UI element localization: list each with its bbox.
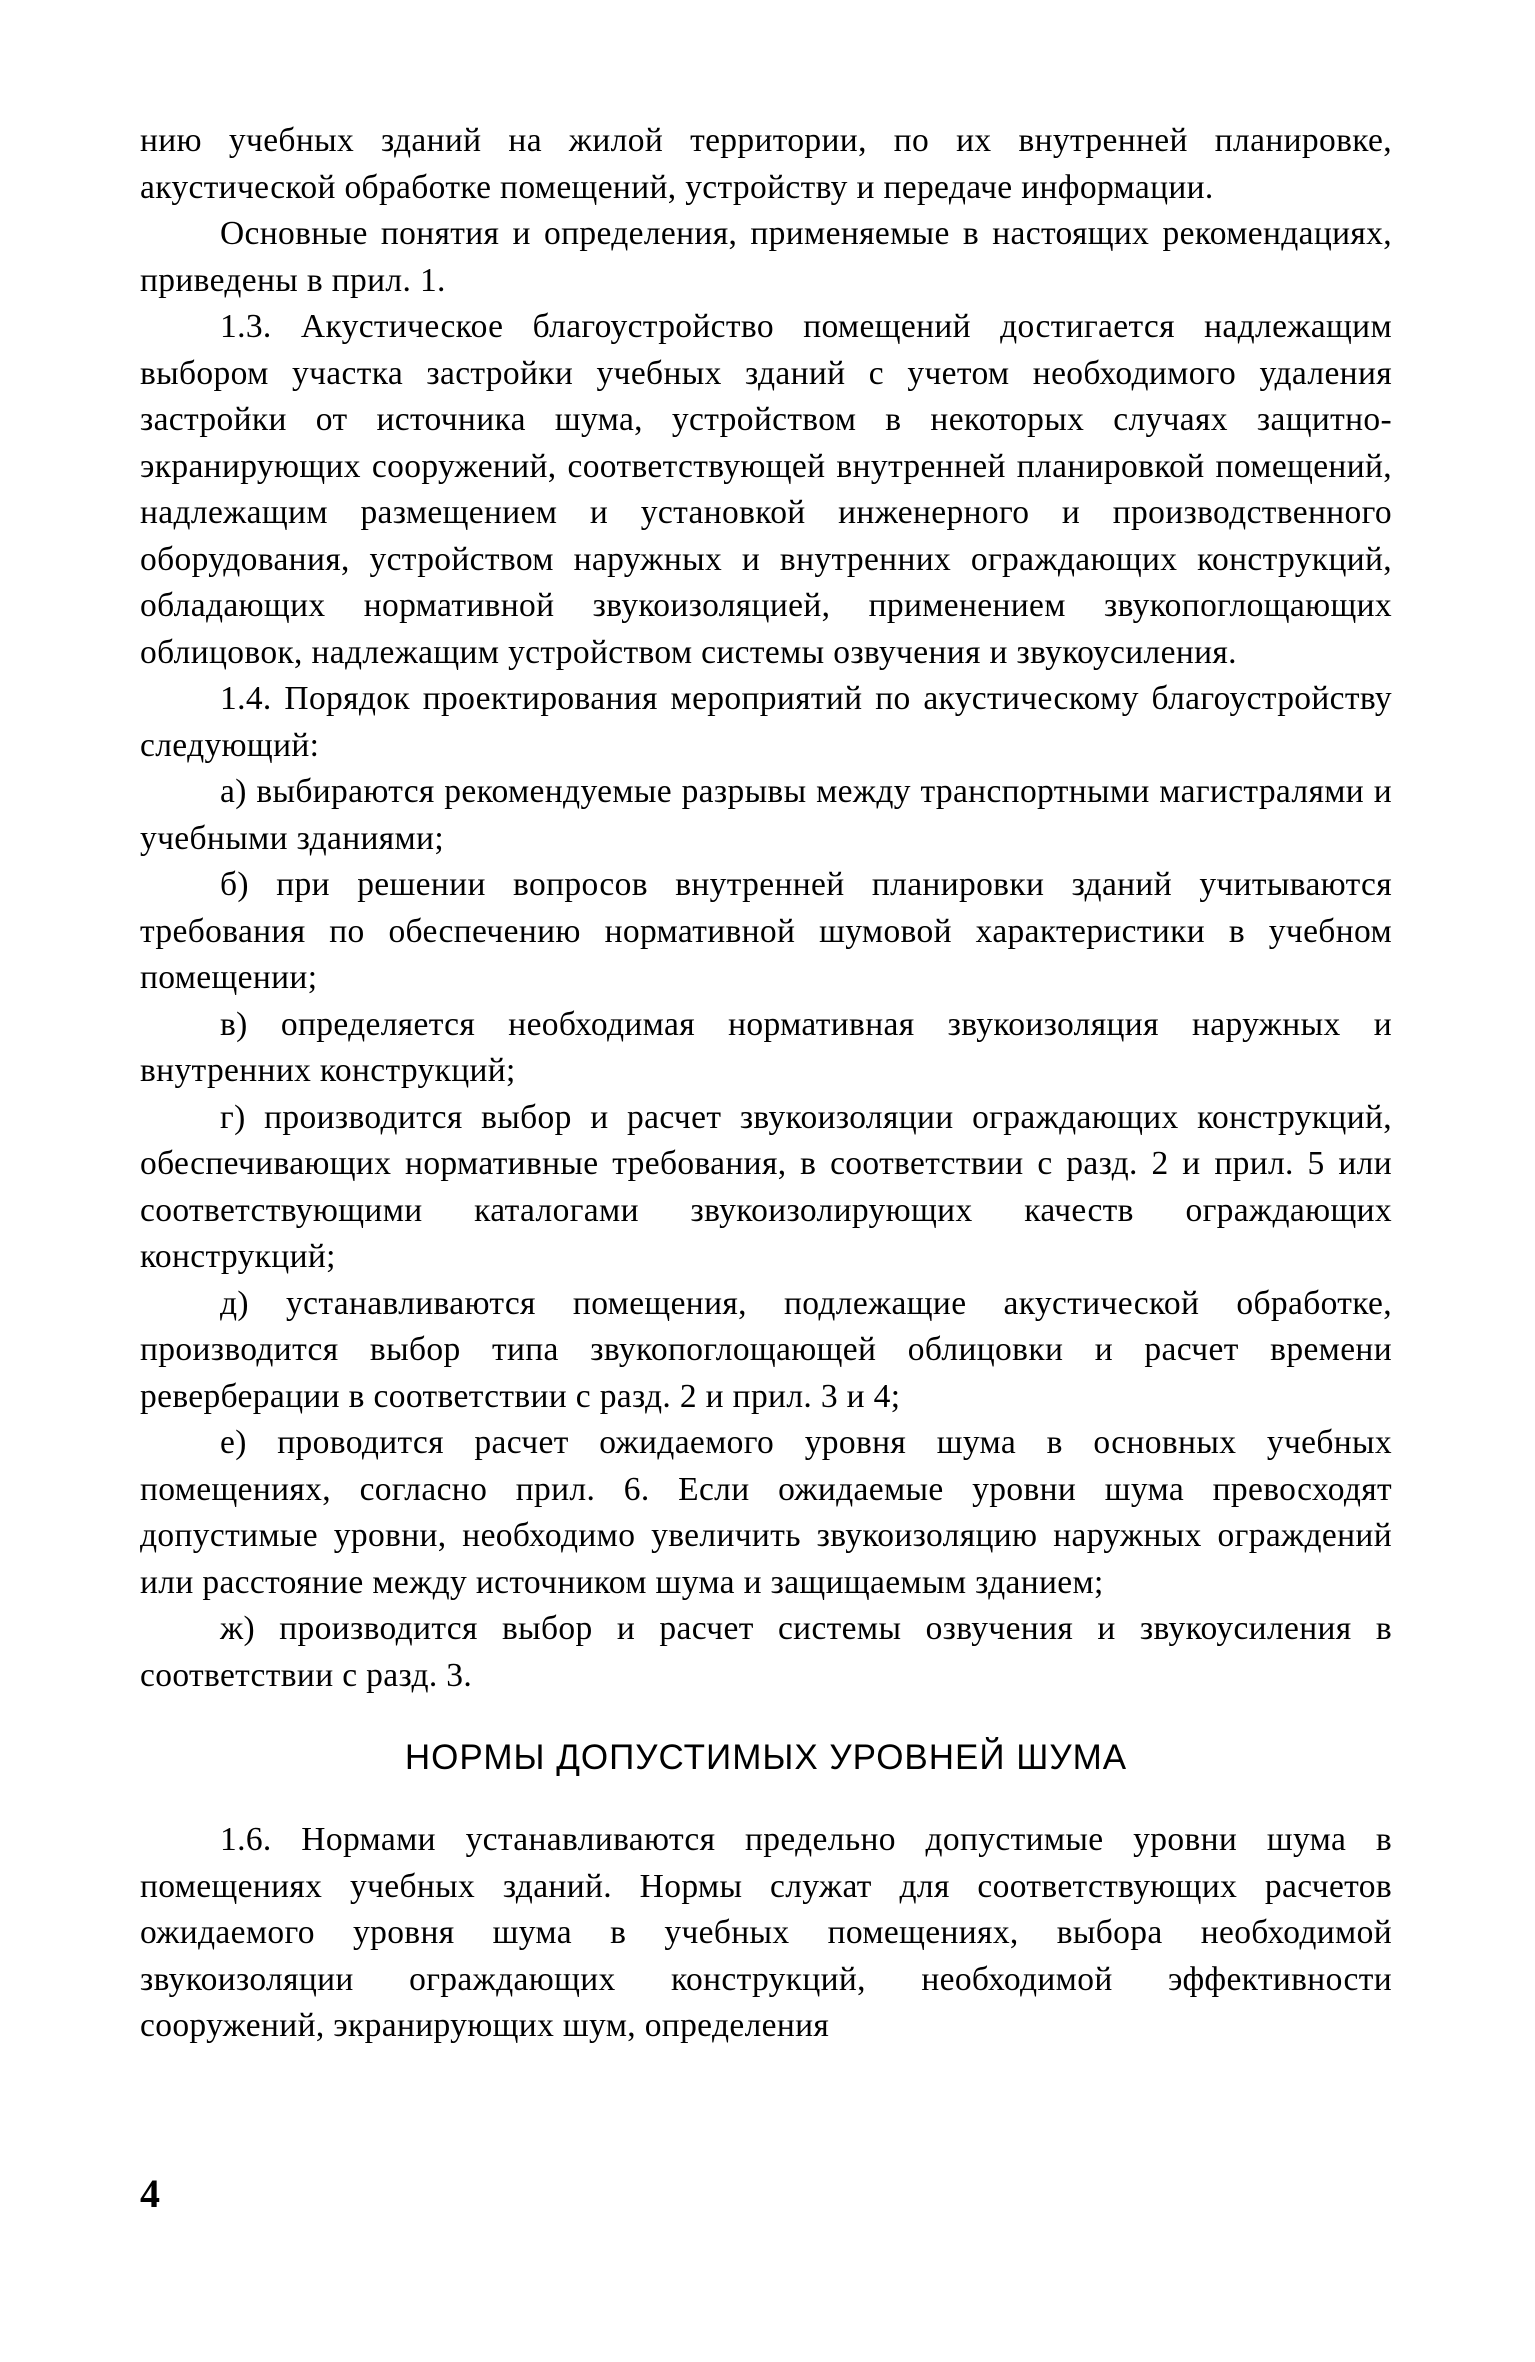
page-number: 4 xyxy=(140,2171,160,2216)
paragraph-1-3: 1.3. Акустическое благоустройство помещений достигается надлежащим выбором участка застройки учебных зданий с учетом необходимого удаления застройки от источника шума, устройством в некоторых случаях защитно-экранирующих сооружений, соответствующей внутренней планировкой помещений, надлежащим размещением и установкой инженерного и производственного оборудования, устройством наружных и внутренних ограждающих конструкций, обладающих нормативной звукоизоляцией, применением звукопоглощающих облицовок, надлежащим устройством системы озвучения и звукоусиления. xyxy=(140,308,1392,671)
list-item-d: д) устанавливаются помещения, подлежащие акустической обработке, производится выбор типа звукопоглощающей облицовки и расчет времени реверберации в соответствии с разд. 2 и прил. 3 и 4; xyxy=(140,1284,1392,1415)
list-item-v: в) определяется необходимая нормативная звукоизоляция наружных и внутренних конструкций; xyxy=(140,1005,1392,1089)
list-item-a: а) выбираются рекомендуемые разрывы между транспортными магистралями и учебными зданиями; xyxy=(140,773,1392,857)
list-item-g: г) производится выбор и расчет звукоизоляции ограждающих конструкций, обеспечивающих нормативные требования, в соответствии с разд. 2 и прил. 5 или соответствующими каталогами звукоизолирующих качеств ограждающих конструкций; xyxy=(140,1098,1392,1275)
paragraph-continuation: нию учебных зданий на жилой территории, по их внутренней планировке, акустической обработке помещений, устройству и передаче информации. xyxy=(140,122,1392,206)
list-item-e: е) проводится расчет ожидаемого уровня шума в основных учебных помещениях, согласно прил. 6. Если ожидаемые уровни шума превосходят допустимые уровни, необходимо увеличить звукоизоляцию наружных ограждений или расстояние между источником шума и защищаемым зданием; xyxy=(140,1424,1392,1601)
paragraph-1-4: 1.4. Порядок проектирования мероприятий по акустическому благоустройству следующий: xyxy=(140,680,1392,764)
paragraph-1-6: 1.6. Нормами устанавливаются предельно допустимые уровни шума в помещениях учебных зданий. Нормы служат для соответствующих расчетов ожидаемого уровня шума в учебных помещениях, выбора необходимой звукоизоляции ограждающих конструкций, необходимой эффективности сооружений, экранирующих шум, определения xyxy=(140,1821,1392,2044)
section-heading: НОРМЫ ДОПУСТИМЫХ УРОВНЕЙ ШУМА xyxy=(404,1738,1128,1777)
text-block xyxy=(140,118,1392,2050)
list-item-b: б) при решении вопросов внутренней планировки зданий учитываются требования по обеспечению нормативной шумовой характеристики в учебном помещении; xyxy=(140,866,1392,996)
list-item-zh: ж) производится выбор и расчет системы озвучения и звукоусиления в соответствии с разд. 3. xyxy=(140,1610,1392,1694)
paragraph-definitions: Основные понятия и определения, применяемые в настоящих рекомендациях, приведены в прил. 1. xyxy=(140,215,1392,299)
